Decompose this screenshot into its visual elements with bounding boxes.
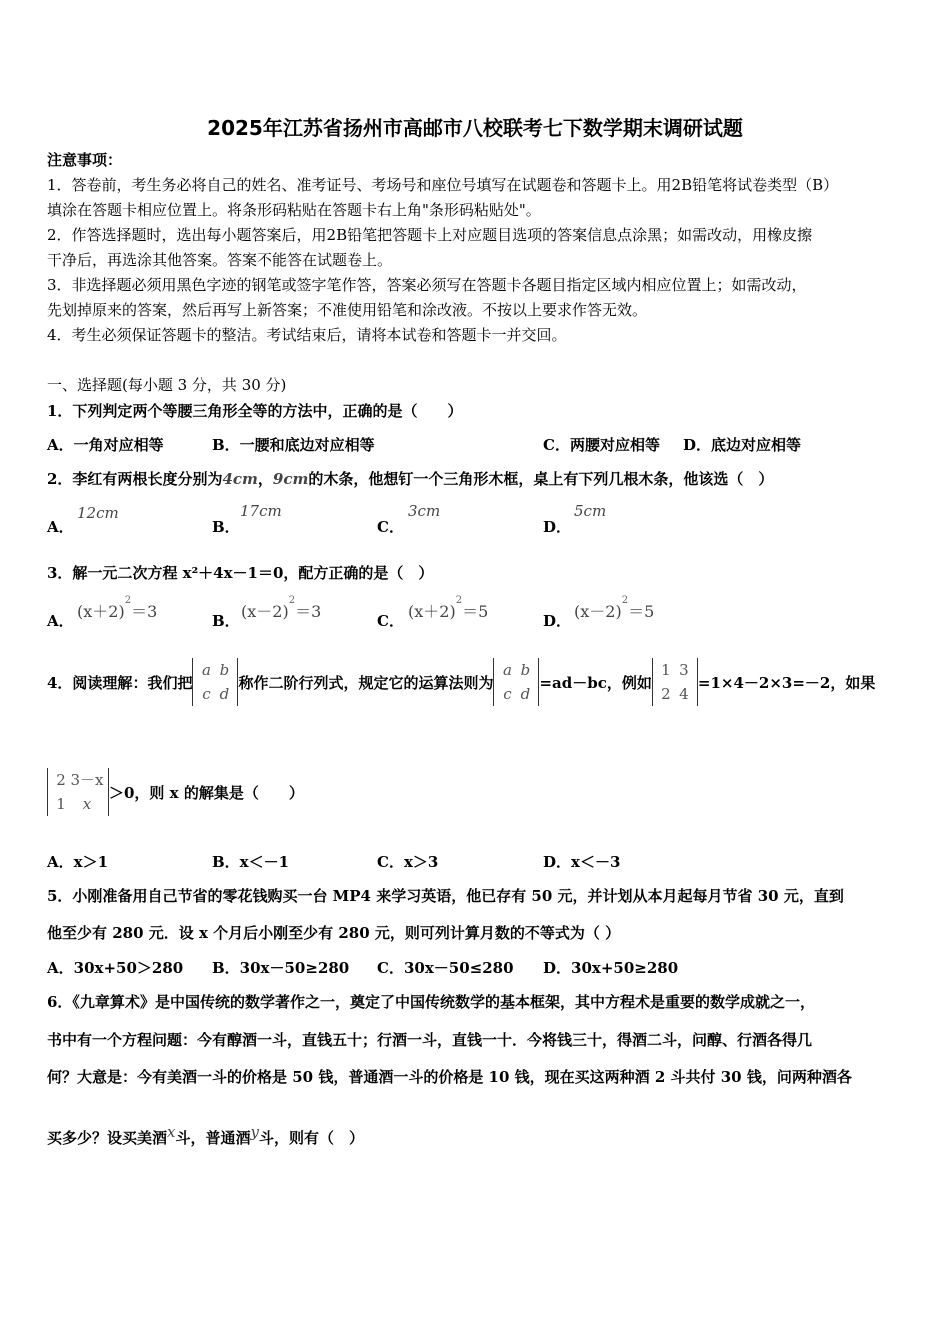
q6-line-1: 6．《九章算术》是中国传统的数学著作之一，奠定了中国传统数学的基本框架，其中方程术是重要的数学成就之一， <box>47 993 815 1011</box>
q4-text-5: ＞0，则 x 的解集是（ ） <box>109 783 304 802</box>
q2-option-d-value: 5cm <box>574 502 607 520</box>
q3-option-b-label: B． <box>212 612 240 630</box>
q2-option-a-label: A． <box>47 518 74 536</box>
notice-line-3: 2．作答选择题时，选出每小题答案后，用2B铅笔把答题卡上对应题目选项的答案信息点涂黑；如需改动，用橡皮擦 <box>47 226 813 244</box>
q3-stem: 3．解一元二次方程 x²＋4x－1＝0，配方正确的是（ ） <box>47 564 434 582</box>
q6-var-x: x <box>167 1123 176 1141</box>
q3-option-a-expr: $(x+2)^2=3$ <box>77 595 158 621</box>
q1-option-d: D．底边对应相等 <box>683 436 802 454</box>
q4-det-generic: a b c d <box>192 658 238 706</box>
q4-text-4: =1×4－2×3=－2，如果 <box>697 673 876 692</box>
q2-option-c-label: C． <box>377 518 404 536</box>
q6-line-2: 书中有一个方程问题：今有醇酒一斗，直钱五十；行酒一斗，直钱一十．今将钱三十，得酒二斗，问醇、行酒各得几 <box>47 1031 813 1049</box>
q6-line-4 <box>47 1123 364 1148</box>
q6-line-4-mid: 斗，普通酒 <box>175 1129 251 1147</box>
q2-stem-post: 的木条，他想钉一个三角形木框，桌上有下列几根木条，他该选（ ） <box>308 470 774 488</box>
q2-stem <box>47 468 773 489</box>
q3-option-c-label: C． <box>377 612 404 630</box>
q3-option-d-expr: $(x-2)^2=5$ <box>574 595 655 621</box>
q5-option-d: D．30x+50≥280 <box>543 959 679 977</box>
q4-det-rule: a b c d <box>493 658 539 706</box>
page-title: 2025年江苏省扬州市高邮市八校联考七下数学期末调研试题 <box>207 116 743 140</box>
q4-text-1: 4．阅读理解：我们把 <box>47 673 193 692</box>
q2-stem-pre: 2．李红有两根长度分别为 <box>47 470 223 488</box>
q5-line-2: 他至少有 280 元．设 x 个月后小刚至少有 280 元，则可列计算月数的不等式为（ ） <box>47 924 621 942</box>
q6-line-3: 何？大意是：今有美酒一斗的价格是 50 钱，普通酒一斗的价格是 10 钱，现在买这两种酒 2 斗共付 30 钱，问两种酒各 <box>47 1068 852 1086</box>
notice-heading: 注意事项： <box>47 151 123 169</box>
q2-option-d-label: D． <box>543 518 572 536</box>
q6-line-4-pre: 买多少？设买美酒 <box>47 1129 168 1147</box>
q4-det-condition: 2 3－x 1 x <box>47 768 109 816</box>
q4-condition <box>47 765 304 819</box>
q5-option-c: C．30x－50≤280 <box>377 959 514 977</box>
section-heading: 一、选择题(每小题 3 分，共 30 分) <box>47 376 287 394</box>
q3-option-b-expr: $(x-2)^2=3$ <box>241 595 322 621</box>
q4-option-c: C．x＞3 <box>377 853 439 871</box>
q4-stem <box>47 656 875 708</box>
q2-option-b-value: 17cm <box>240 502 282 520</box>
notice-line-6: 先划掉原来的答案，然后再写上新答案；不准使用铅笔和涂改液。不按以上要求作答无效。 <box>47 301 648 319</box>
notice-line-4: 干净后，再选涂其他答案。答案不能答在试题卷上。 <box>47 251 393 269</box>
q3-option-a-label: A． <box>47 612 74 630</box>
q5-option-a: A．30x+50＞280 <box>47 959 184 977</box>
q1-option-c: C．两腰对应相等 <box>543 436 660 454</box>
q4-text-2: 称作二阶行列式，规定它的运算法则为 <box>238 673 494 692</box>
q2-option-c-value: 3cm <box>408 502 441 520</box>
q4-option-d: D．x＜－3 <box>543 853 621 871</box>
q6-line-4-post: 斗，则有（ ） <box>258 1129 364 1147</box>
q5-option-b: B．30x－50≥280 <box>212 959 350 977</box>
q2-length-1: 4cm <box>222 470 258 488</box>
q6-var-y: y <box>250 1123 259 1141</box>
q1-option-b: B．一腰和底边对应相等 <box>212 436 375 454</box>
q1-option-a: A．一角对应相等 <box>47 436 164 454</box>
q1-stem: 1．下列判定两个等腰三角形全等的方法中，正确的是（ ） <box>47 402 463 420</box>
q4-text-3: =ad－bc，例如 <box>539 673 652 692</box>
q5-line-1: 5．小刚准备用自己节省的零花钱购买一台 MP4 来学习英语，他已存有 50 元，并计划从本月起每月节省 30 元，直到 <box>47 887 844 905</box>
q2-sep: ， <box>257 470 273 488</box>
q3-option-d-label: D． <box>543 612 572 630</box>
q4-option-a: A．x＞1 <box>47 853 109 871</box>
q2-length-2: 9cm <box>272 470 309 488</box>
q4-option-b: B．x＜－1 <box>212 853 290 871</box>
q3-option-c-expr: $(x+2)^2=5$ <box>408 595 489 621</box>
q2-option-b-label: B． <box>212 518 240 536</box>
notice-line-2: 填涂在答题卡相应位置上。将条形码粘贴在答题卡右上角"条形码粘贴处"。 <box>47 201 541 219</box>
notice-line-1: 1．答卷前，考生务必将自己的姓名、准考证号、考场号和座位号填写在试题卷和答题卡上。用2B铅笔将试卷类型（B） <box>47 176 839 194</box>
notice-line-5: 3．非选择题必须用黑色字迹的钢笔或签字笔作答，答案必须写在答题卡各题目指定区域内相应位置上；如需改动， <box>47 276 807 294</box>
notice-line-7: 4．考生必须保证答题卡的整洁。考试结束后，请将本试卷和答题卡一并交回。 <box>47 326 567 344</box>
q2-option-a-value: 12cm <box>77 504 119 522</box>
q4-det-example: 1 3 2 4 <box>652 658 698 706</box>
